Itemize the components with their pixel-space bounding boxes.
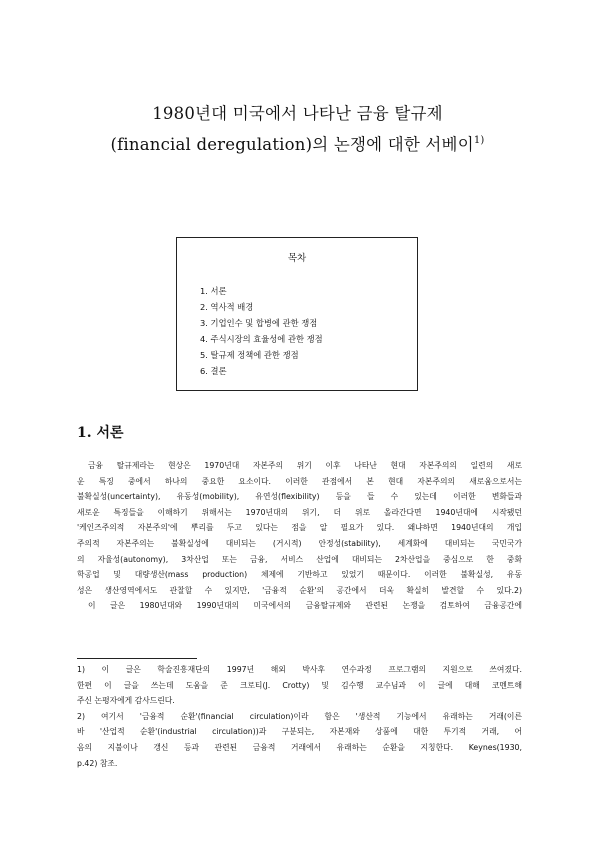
title-line-1: 1980년대 미국에서 나타난 금융 탈규제	[152, 104, 443, 123]
toc-item: 1. 서론	[200, 286, 227, 296]
body-line: 이 글은 1980년대와 1990년대의 미국에서의 금융탈규제와 관련된 논쟁을 검토하여 금융공간에	[88, 601, 522, 611]
body-line: 의 자율성(autonomy), 3차산업 또는 금융, 서비스 산업에 대비되는 2차산업을 중심으로 한 중화	[77, 554, 522, 564]
toc-list	[200, 283, 323, 379]
body-line: 성은 생산영역에서도 관찰할 수 있지만, '금융적 순환'의 공간에서 더욱 확실히 발견할 수 있다.2)	[77, 585, 522, 595]
body-line: 금융 탈규제라는 현상은 1970년대 자본주의 위기 이후 나타난 현대 자본주의의 일련의 새로	[88, 461, 522, 470]
body-line: '케인즈주의적 자본주의'에 뿌리를 두고 있다는 점을 알 필요가 있다. 왜냐하면 1940년대의 개입	[77, 523, 522, 533]
section-heading: 1. 서론	[77, 425, 124, 441]
footnote-line: 한편 이 글을 쓰는데 도움을 준 크로티(J. Crotty) 및 김수행 교수님과 이 글에 대해 코멘트해	[77, 680, 522, 690]
toc-item: 2. 역사적 배경	[200, 302, 254, 312]
footnote-line: p.42) 참조.	[77, 758, 118, 768]
body-line: 새로운 특징들을 이해하기 위해서는 1970년대의 위기, 더 위로 올라간다면 1940년대에 시작됐던	[77, 507, 522, 517]
toc-item: 3. 기업인수 및 합병에 관한 쟁점	[200, 318, 318, 328]
toc-item: 6. 결론	[200, 366, 227, 376]
toc-item: 5. 탈규제 정책에 관한 쟁점	[200, 350, 299, 360]
title-footnote-mark: 1)	[473, 135, 485, 146]
title-line-2-text: (financial deregulation)의 논쟁에 대한 서베이	[110, 135, 474, 154]
footnote-line: 음의 지불이나 갱신 등과 관련된 금융적 거래에서 유래하는 순환을 지칭한다. Keynes(1930,	[77, 742, 522, 752]
body-line: 학공업 및 대량생산(mass production) 체제에 기반하고 있었기 때문이다. 이러한 불확실성, 유동	[77, 570, 522, 580]
body-line: 운 특징 중에서 하나의 중요한 요소이다. 이러한 관점에서 본 현대 자본주의의 새로움으로서는	[77, 476, 522, 486]
footnote-separator	[77, 658, 197, 659]
title-line-2	[0, 127, 595, 158]
body-line: 주의적 자본주의는 불확실성에 대비되는 (거시적) 안정성(stability), 세계화에 대비되는 국민국가	[77, 538, 522, 548]
section-body	[77, 458, 522, 614]
body-line: 불확실성(uncertainty), 유동성(mobility), 유연성(flexibility) 등을 들 수 있는데 이러한 변화들과	[77, 492, 522, 502]
footnote-line: 1) 이 글은 학술진흥재단의 1997년 해외 박사후 연수과정 프로그램의 지원으로 쓰여졌다.	[77, 665, 522, 674]
footnotes	[77, 662, 522, 771]
toc-item: 4. 주식시장의 효율성에 관한 쟁점	[200, 334, 323, 344]
toc-heading: 목차	[287, 253, 307, 264]
table-of-contents-box	[176, 237, 418, 391]
footnote-line: 주신 논평자에게 감사드린다.	[77, 696, 175, 706]
footnote-line: 바 '산업적 순환'(industrial circulation))과 구분되는, 자본재와 상품에 대한 투기적 거래, 어	[77, 727, 522, 737]
footnote-line: 2) 여기서 '금융적 순환'(financial circulation)이라 함은 '생산적 기능에서 유래하는 거래(이른	[77, 711, 522, 721]
document-title	[0, 100, 595, 158]
